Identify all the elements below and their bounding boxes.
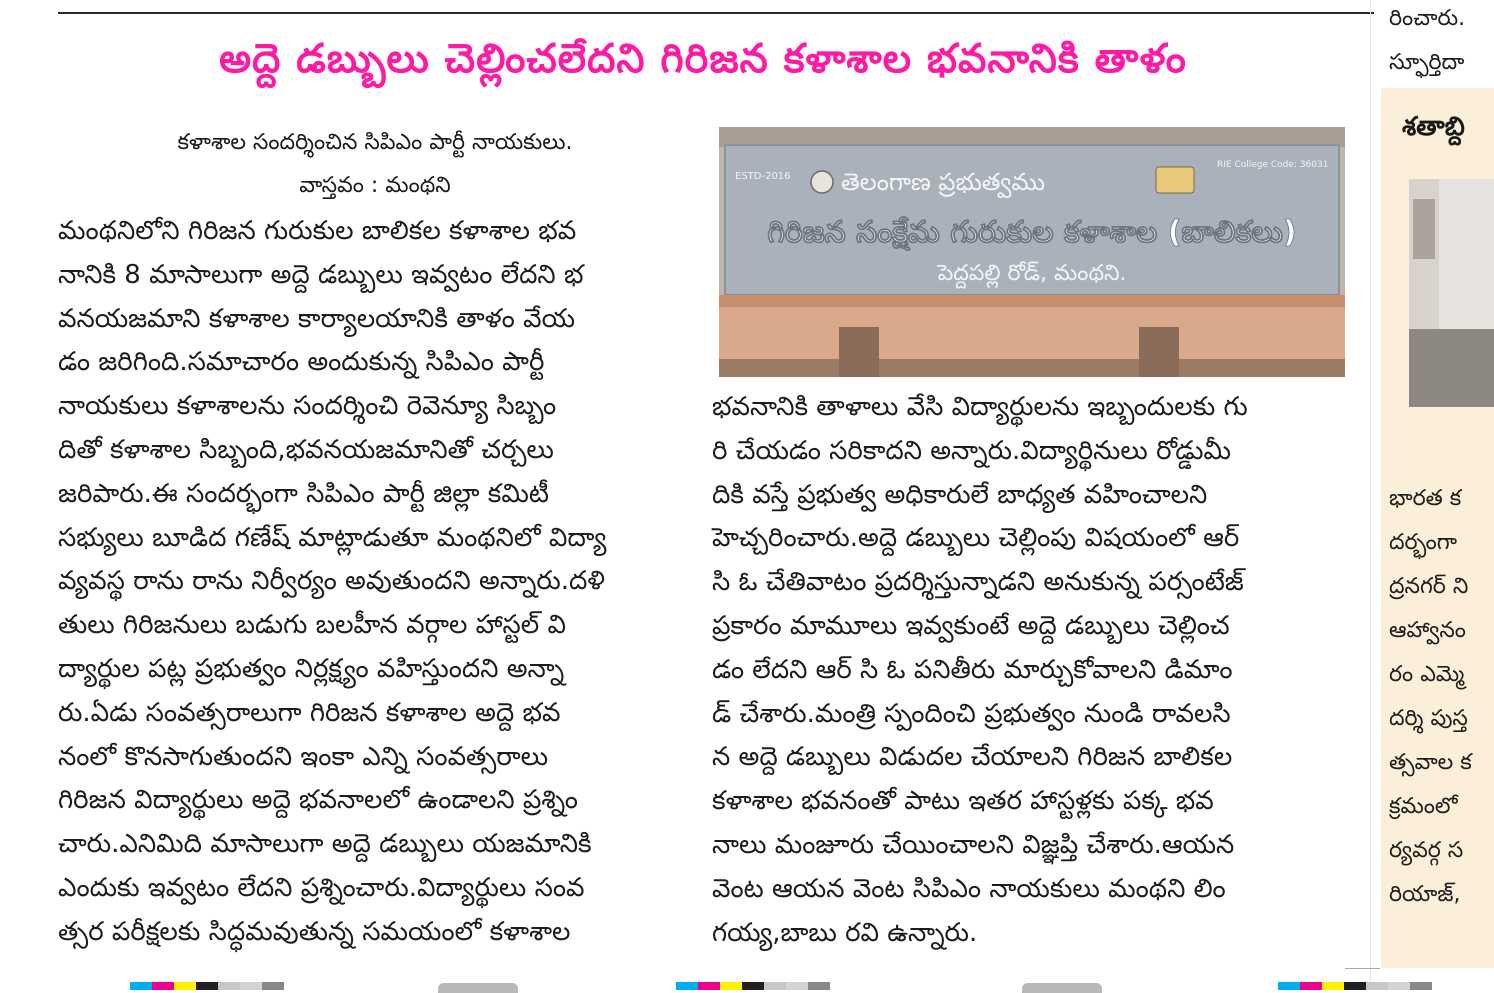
article-line: కళాశాల భవనంతో పాటు ఇతర హాస్టళ్లకు పక్క భవ bbox=[712, 786, 1214, 817]
adjacent-story-heading: శతాబ్ది bbox=[1402, 112, 1465, 142]
registration-colorbar bbox=[1278, 982, 1432, 990]
article-line: ద్యార్థుల పట్ల ప్రభుత్వం నిర్లక్ష్యం వహిస్తుందని అన్నా bbox=[58, 653, 565, 684]
top-rule bbox=[58, 12, 1374, 14]
adjacent-line: స్ఫూర్తిదా bbox=[1389, 50, 1465, 75]
article-line: నాయకులు కళాశాలను సందర్శించి రెవెన్యూ సిబ్బం bbox=[58, 391, 557, 422]
article-line: న అద్దె డబ్బులు విడుదల చేయాలని గిరిజన బాలికల bbox=[712, 742, 1233, 773]
adjacent-line: ఆహ్వానం bbox=[1389, 618, 1466, 643]
headline: అద్దె డబ్బులు చెల్లించలేదని గిరిజన కళాశాల భవనానికి తాళం bbox=[219, 36, 1187, 82]
article-line: త్సర పరీక్షలకు సిద్ధమవుతున్న సమయంలో కళాశాల bbox=[58, 916, 571, 947]
adjacent-line: రియాజ్, bbox=[1389, 882, 1461, 907]
article-line: రు.ఏడు సంవత్సరాలుగా గిరిజన కళాశాల అద్దె భవ bbox=[58, 697, 561, 728]
registration-colorbar bbox=[676, 982, 830, 990]
article-line: డం జరిగింది.సమాచారం అందుకున్న సిపిఎం పార్టీ bbox=[58, 347, 545, 378]
article-line: వనయజమాని కళాశాల కార్యాలయానికి తాళం వేయ bbox=[58, 303, 576, 334]
bottom-rule bbox=[1345, 968, 1380, 969]
registration-mark bbox=[1022, 983, 1102, 993]
article-line: వ్యవస్థ రాను రాను నిర్వీర్యం అవుతుందని అన్నారు.దళి bbox=[58, 566, 605, 597]
article-line: దితో కళాశాల సిబ్బంది,భవనయజమానితో చర్చలు bbox=[58, 434, 554, 465]
article-line: భవనానికి తాళాలు వేసి విద్యార్థులను ఇబ్బందులకు గు bbox=[712, 392, 1248, 422]
subhead: కళాశాల సందర్శించిన సిపిఎం పార్టీ నాయకులు. bbox=[177, 130, 573, 155]
college-signboard-photo bbox=[719, 127, 1345, 377]
college-name-label: గిరిజన సంక్షేమ గురుకుల కళాశాల (బాలికలు) bbox=[767, 215, 1297, 250]
signboard-illustration bbox=[719, 127, 1345, 377]
article-line: వెంట ఆయన వెంట సిపిఎం నాయకులు మంథని లిం bbox=[712, 873, 1226, 904]
address-label: పెద్దపల్లి రోడ్, మంథని. bbox=[937, 261, 1127, 286]
article-line: ఎందుకు ఇవ్వటం లేదని ప్రశ్నించారు.విద్యార్థులు సంవ bbox=[58, 872, 585, 903]
college-code-label: RIE College Code: 36031 bbox=[1217, 160, 1329, 170]
govt-label: తెలంగాణ ప్రభుత్వము bbox=[841, 168, 1046, 196]
adjacent-line: రించారు. bbox=[1389, 6, 1466, 31]
article-line: నంలో కొనసాగుతుందని ఇంకా ఎన్ని సంవత్సరాలు bbox=[58, 741, 549, 772]
article-line: డ్ చేశారు.మంత్రి స్పందించి ప్రభుత్వం నుండి రావలసి bbox=[712, 698, 1231, 729]
article-line: హెచ్చరించారు.అద్దె డబ్బులు చెల్లింపు విషయంలో ఆర్ bbox=[712, 523, 1240, 554]
article-line: మంథనిలోని గిరిజన గురుకుల బాలికల కళాశాల భవ bbox=[58, 216, 577, 246]
adjacent-line: రం ఎమ్మె bbox=[1389, 662, 1465, 687]
adjacent-line: భారత క bbox=[1389, 486, 1462, 511]
adjacent-story-photo bbox=[1409, 179, 1494, 407]
article-line: జరిపారు.ఈ సందర్భంగా సిపిఎం పార్టీ జిల్లా కమిటీ bbox=[58, 478, 549, 509]
article-line: ప్రకారం మామూలు ఇవ్వకుంటే అద్దె డబ్బులు చెల్లించ bbox=[712, 610, 1230, 641]
article-column-2 bbox=[712, 386, 1352, 955]
adjacent-line: దర్శి పుస్త bbox=[1389, 706, 1468, 731]
adjacent-line: దర్భంగా bbox=[1389, 530, 1458, 555]
adjacent-line: క్రమంలో bbox=[1389, 794, 1458, 819]
article-line: గిరిజన విద్యార్థులు అద్దె భవనాలలో ఉండాలని ప్రశ్నిం bbox=[58, 785, 578, 816]
adjacent-line: ర్యవర్గ స bbox=[1389, 838, 1464, 863]
article-line: దికి వస్తే ప్రభుత్వ అధికారులే బాధ్యత వహించాలని bbox=[712, 479, 1208, 510]
article-line: తులు గిరిజనులు బడుగు బలహీన వర్గాల హాస్టల్ వి bbox=[58, 610, 566, 641]
estd-label: ESTD-2016 bbox=[735, 171, 791, 182]
article-column-1 bbox=[58, 210, 698, 955]
adjacent-line: త్సవాల క bbox=[1389, 750, 1472, 775]
article-line: గయ్య,బాబు రవి ఉన్నారు. bbox=[712, 917, 978, 948]
article-line: నాలు మంజూరు చేయించాలని విజ్ఞప్తి చేశారు.ఆయన bbox=[712, 829, 1235, 860]
column-divider bbox=[1370, 0, 1371, 988]
article-line: నానికి 8 మాసాలుగా అద్దె డబ్బులు ఇవ్వటం లేదని భ bbox=[58, 259, 584, 290]
article-line: రి చేయడం సరికాదని అన్నారు.విద్యార్థినులు రోడ్డుమీ bbox=[712, 435, 1231, 466]
adjacent-photo-illustration bbox=[1409, 179, 1494, 407]
article-line: డం లేదని ఆర్ సి ఓ పనితీరు మార్చుకోవాలని డిమాం bbox=[712, 654, 1233, 685]
adjacent-line: ద్రనగర్ ని bbox=[1389, 574, 1469, 599]
registration-mark bbox=[438, 983, 518, 993]
registration-colorbar bbox=[130, 982, 284, 990]
article-line: చారు.ఎనిమిది మాసాలుగా అద్దె డబ్బులు యజమానికి bbox=[58, 829, 592, 860]
article-line: సి ఓ చేతివాటం ప్రదర్శిస్తున్నాడని అనుకున్న పర్సంటేజ్ bbox=[712, 567, 1244, 598]
dateline: వాస్తవం : మంథని bbox=[299, 173, 451, 198]
article-line: సభ్యులు బూడిద గణేష్ మాట్లాడుతూ మంథనిలో విద్యా bbox=[58, 522, 607, 553]
